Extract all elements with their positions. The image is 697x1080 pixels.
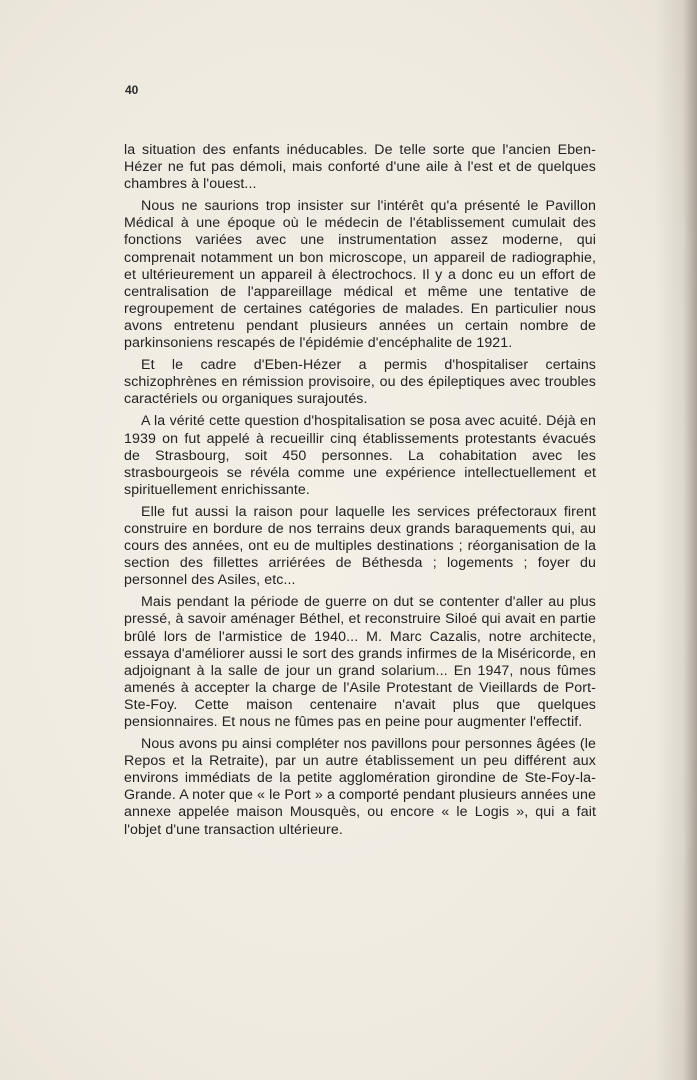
paragraph: Nous avons pu ainsi compléter nos pavillons pour personnes âgées (le Repos et la Retraite), par un autre établissement un peu différent aux environs immédiats de la petite agglomération girondine de Ste-Foy-la-Grande. A noter que « le Port » a comporté pendant plusieurs années une annexe appelée maison Mousquès, ou encore « le Logis », qui a fait l'objet d'une transaction ultérieure. xyxy=(124,736,596,838)
paragraph: la situation des enfants inéducables. De telle sorte que l'ancien Eben-Hézer ne fut pas démoli, mais conforté d'une aile à l'est et de quelques chambres à l'ouest... xyxy=(124,142,596,193)
paragraph: Elle fut aussi la raison pour laquelle les services préfectoraux firent construire en bordure de nos terrains deux grands baraquements qui, au cours des années, ont eu de multiples destinations ; réorganisation de la section des fillettes arriérées de Béthesda ; logements ; foyer du personnel des Asiles, etc... xyxy=(124,503,596,589)
paragraph: Et le cadre d'Eben-Hézer a permis d'hospitaliser certains schizophrènes en rémission provisoire, ou des épileptiques avec troubles caractériels ou organiques surajoutés. xyxy=(124,357,596,408)
paragraph: Nous ne saurions trop insister sur l'intérêt qu'a présenté le Pavillon Médical à une époque où le médecin de l'établissement cumulait des fonctions variées avec une instrumentation assez moderne, qui comprenait notamment un bon microscope, un appareil de radiographie, et ultérieurement un appareil à électrochocs. Il y a donc eu un effort de centralisation de l'appareillage médical et même une tentative de regroupement de certaines catégories de malades. En particulier nous avons entretenu pendant plusieurs années un certain nombre de parkinsoniens rescapés de l'épidémie d'encéphalite de 1921. xyxy=(124,198,596,352)
paragraph: Mais pendant la période de guerre on dut se contenter d'aller au plus pressé, à savoir aménager Béthel, et reconstruire Siloé qui avait en partie brûlé lors de l'armistice de 1940... M. Marc Cazalis, notre architecte, essaya d'améliorer aussi le sort des grands infirmes de la Miséricorde, en adjoignant à la salle de jour un grand solarium... En 1947, nous fûmes amenés à accepter la charge de l'Asile Protestant de Vieillards de Port-Ste-Foy. Cette maison centenaire n'avait plus que quelques pensionnaires. Et nous ne fûmes pas en peine pour augmenter l'effectif. xyxy=(124,594,596,730)
paragraph: A la vérité cette question d'hospitalisation se posa avec acuité. Déjà en 1939 on fut appelé à recueillir cinq établissements protestants évacués de Strasbourg, soit 450 personnes. La cohabitation avec les strasbourgeois se révéla comme une expérience intellectuellement et spirituellement enrichissante. xyxy=(124,413,596,498)
page-number: 40 xyxy=(125,83,139,97)
body-text xyxy=(124,142,596,844)
